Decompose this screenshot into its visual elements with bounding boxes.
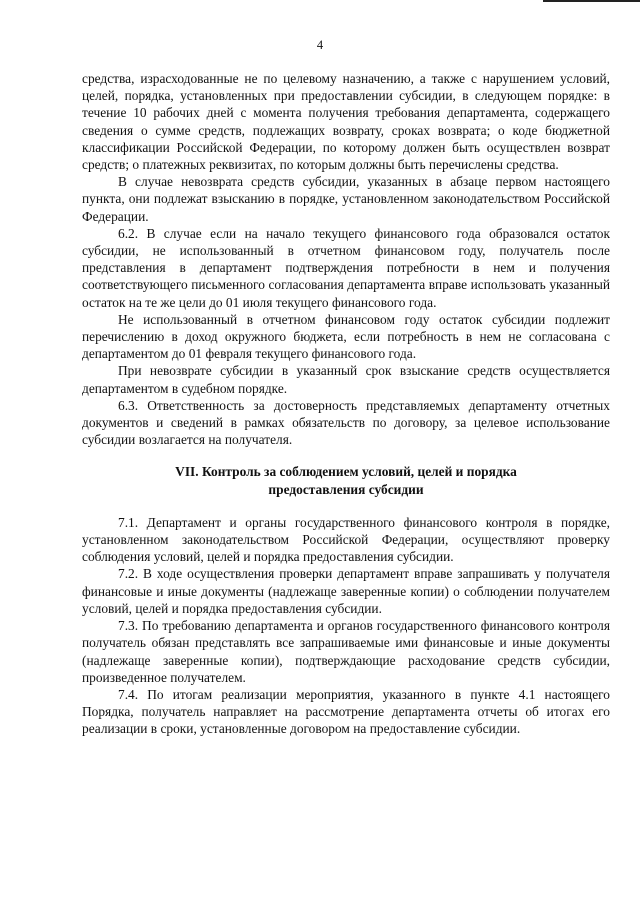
paragraph-7-1: 7.1. Департамент и органы государственного финансового контроля в порядке, установленном законодательством Российской Федерации, осуществляют проверку соблюдения условий, целей и порядка предоставления субсидии.: [82, 514, 610, 565]
paragraph-6-2: 6.2. В случае если на начало текущего финансового года образовался остаток субсидии, не использованный в отчетном финансовом году, получатель после представления в департамент подтверждения потребности в нем и получения соответствующего письменного согласования департамента вправе использовать указанный остаток на те же цели до 01 июля текущего финансового года.: [82, 225, 610, 310]
paragraph-6-2-unused-balance: Не использованный в отчетном финансовом году остаток субсидии подлежит перечислению в доход окружного бюджета, если потребность в нем не согласована с департаментом до 01 февраля текущего финансового года.: [82, 311, 610, 362]
paragraph-6-3: 6.3. Ответственность за достоверность представляемых департаменту отчетных документов и сведений в рамках обязательств по договору, за целевое использование субсидии возлагается на получателя.: [82, 397, 610, 448]
paragraph-7-2: 7.2. В ходе осуществления проверки департамент вправе запрашивать у получателя финансовые и иные документы (надлежаще заверенные копии) о соблюдении получателем условий, целей и порядка предоставления субсидии.: [82, 566, 610, 616]
section-7-heading-line-1: VII. Контроль за соблюдением условий, целей и порядка: [175, 464, 517, 480]
paragraph-7-4: 7.4. По итогам реализации мероприятия, указанного в пункте 4.1 настоящего Порядка, получатель направляет на рассмотрение департамента отчеты об итогах его реализации в сроки, установленные договором на предоставление субсидии.: [82, 686, 610, 737]
top-edge-rule: [543, 0, 640, 2]
paragraph-7-3: 7.3. По требованию департамента и органов государственного финансового контроля получатель обязан представлять все запрашиваемые ими финансовые и иные документы (надлежаще заверенные копии), подтверждающие расходование средств субсидии, произведенное получателем.: [82, 618, 610, 685]
section-7-heading: [82, 463, 610, 497]
paragraph-6-1-continuation: средства, израсходованные не по целевому назначению, а также с нарушением условий, целей, порядка, установленных при предоставлении субсидии, в следующем порядке: в течение 10 рабочих дней с момента получения требования департамента, содержащего сведения о сумме средств, подлежащих возврату, сроках возврата; о коде бюджетной классификации Российской Федерации, по которому должен быть осуществлен возврат средств; о платежных реквизитах, по которым должны быть перечислены средства.: [82, 71, 610, 173]
document-body: [82, 70, 610, 738]
paragraph-6-2-court-recovery: При невозврате субсидии в указанный срок взыскание средств осуществляется департаментом в судебном порядке.: [82, 363, 610, 396]
section-7-heading-line-2: предоставления субсидии: [268, 481, 424, 497]
page-number: 4: [316, 38, 324, 52]
paragraph-6-1-recovery: В случае невозврата средств субсидии, указанных в абзаце первом настоящего пункта, они подлежат взысканию в порядке, установленном законодательством Российской Федерации.: [82, 174, 610, 224]
